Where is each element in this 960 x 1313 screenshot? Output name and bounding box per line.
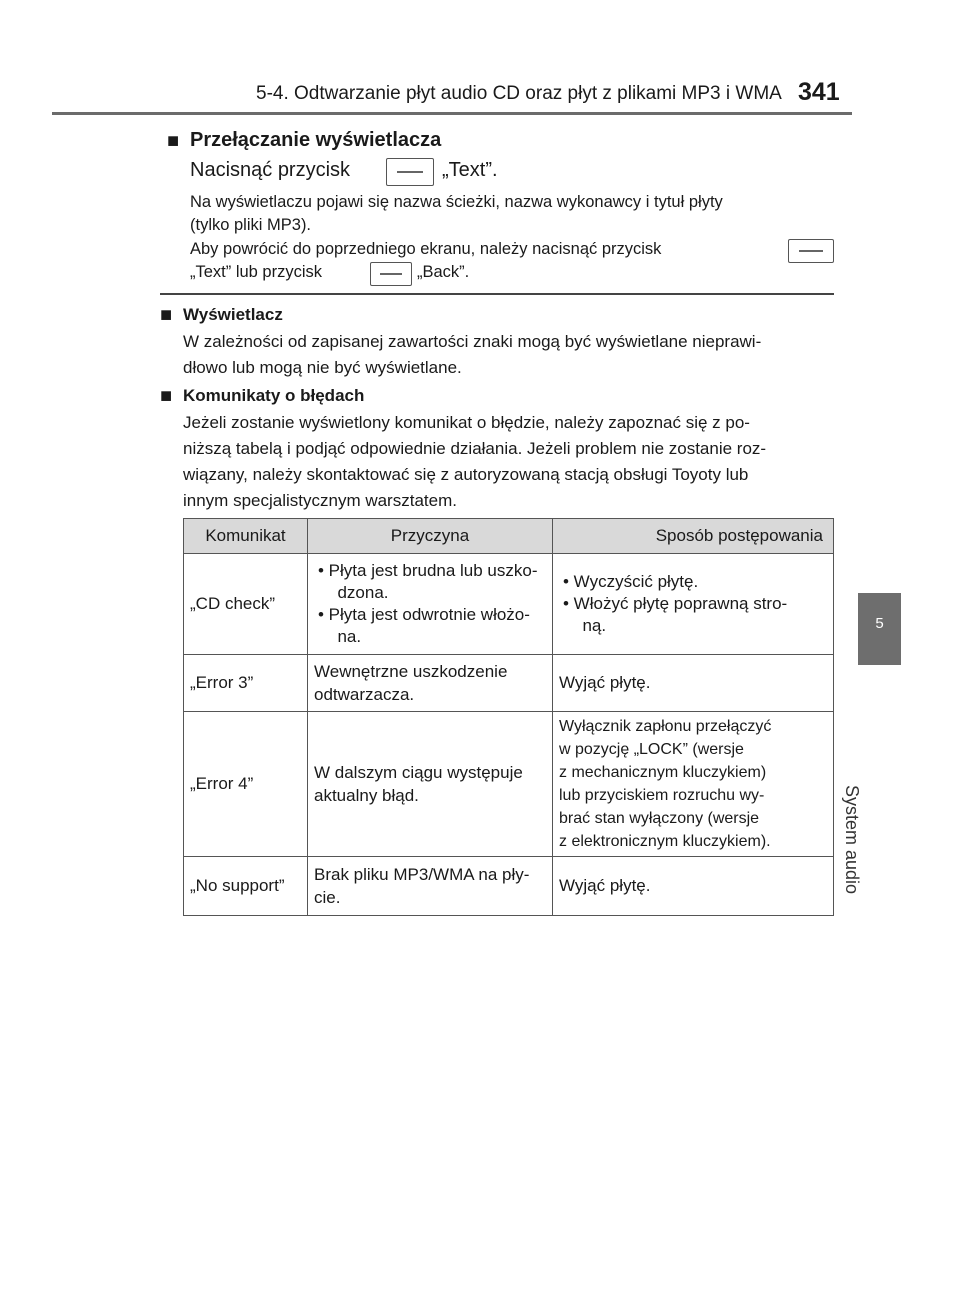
message-cell: „Error 4” bbox=[184, 712, 308, 857]
button-key-icon bbox=[788, 239, 834, 263]
column-header: Komunikat bbox=[184, 519, 308, 554]
action-item: • Wyczyścić płytę. bbox=[563, 572, 699, 591]
message-cell: „CD check” bbox=[184, 554, 308, 655]
note-line: Na wyświetlaczu pojawi się nazwa ścieżki, nazwa wykonawcy i tytuł płyty bbox=[190, 193, 723, 211]
chapter-tab-number: 5 bbox=[875, 615, 884, 632]
cause-cell bbox=[308, 655, 553, 712]
section-heading-display-toggle: Przełączanie wyświetlacza bbox=[190, 129, 442, 151]
action-text: z mechanicznym kluczykiem) bbox=[559, 764, 767, 781]
action-cell: Wyjąć płytę. bbox=[553, 655, 834, 712]
cause-cell bbox=[308, 712, 553, 857]
message-cell: „No support” bbox=[184, 857, 308, 916]
paragraph-line: innym specjalistycznym warsztatem. bbox=[183, 491, 457, 510]
cause-text: cie. bbox=[314, 888, 341, 907]
column-header: Sposób postępowania bbox=[553, 519, 834, 554]
message-cell: „Error 3” bbox=[184, 655, 308, 712]
action-text: lub przyciskiem rozruchu wy- bbox=[559, 787, 765, 804]
note-line: „Text” lub przycisk bbox=[190, 263, 323, 281]
cause-text: W dalszym ciągu występuje bbox=[314, 763, 523, 782]
section-heading-errors: Komunikaty o błędach bbox=[183, 386, 365, 405]
action-text: Wyłącznik zapłonu przełączyć bbox=[559, 718, 772, 735]
cause-cell bbox=[308, 554, 553, 655]
instruction-text: Nacisnąć przycisk bbox=[190, 159, 351, 181]
action-cell: Wyjąć płytę. bbox=[553, 857, 834, 916]
section-divider bbox=[160, 293, 834, 295]
paragraph-line: niższą tabelą i podjąć odpowiednie działania. Jeżeli problem nie zostanie roz- bbox=[183, 439, 767, 458]
cause-text: Brak pliku MP3/WMA na pły- bbox=[314, 865, 530, 884]
cause-text: aktualny błąd. bbox=[314, 786, 419, 805]
page-number: 341 bbox=[798, 78, 840, 106]
paragraph-line: wiązany, należy skontaktować się z autoryzowaną stacją obsługi Toyoty lub bbox=[183, 465, 749, 484]
chapter-tab-label: System audio bbox=[842, 785, 862, 895]
table-row bbox=[184, 857, 834, 916]
header-divider bbox=[52, 112, 852, 115]
cause-text: odtwarzacza. bbox=[314, 685, 415, 704]
paragraph-line: dłowo lub mogą nie być wyświetlane. bbox=[183, 358, 462, 377]
action-cell bbox=[553, 554, 834, 655]
note-line: Aby powrócić do poprzedniego ekranu, należy nacisnąć przycisk bbox=[190, 240, 662, 258]
running-header: 5-4. Odtwarzanie płyt audio CD oraz płyt z plikami MP3 i WMA bbox=[256, 83, 782, 104]
action-cell bbox=[553, 712, 834, 857]
note-line: „Back”. bbox=[417, 263, 470, 281]
action-text: w pozycję „LOCK” (wersje bbox=[559, 741, 744, 758]
action-item: • Włożyć płytę poprawną stro- ną. bbox=[563, 594, 788, 635]
section-bullet: ■ bbox=[167, 130, 180, 152]
table-row bbox=[184, 712, 834, 857]
action-text: brać stan wyłączony (wersje bbox=[559, 810, 760, 827]
section-bullet: ■ bbox=[160, 385, 173, 407]
paragraph-line: W zależności od zapisanej zawartości znaki mogą być wyświetlane nieprawi- bbox=[183, 332, 762, 351]
instruction-text-suffix: „Text”. bbox=[442, 159, 498, 181]
column-header: Przyczyna bbox=[308, 519, 553, 554]
button-key-icon bbox=[386, 158, 434, 186]
note-line: (tylko pliki MP3). bbox=[190, 216, 312, 234]
table-row bbox=[184, 655, 834, 712]
cause-item: • Płyta jest brudna lub uszko- dzona. bbox=[318, 561, 538, 602]
error-message-table bbox=[183, 518, 834, 916]
button-key-icon bbox=[370, 262, 412, 286]
section-bullet: ■ bbox=[160, 304, 173, 326]
action-text: z elektronicznym kluczykiem). bbox=[559, 833, 771, 850]
cause-cell bbox=[308, 857, 553, 916]
table-header-row bbox=[184, 519, 834, 554]
cause-text: Wewnętrzne uszkodzenie bbox=[314, 662, 508, 681]
section-heading-display: Wyświetlacz bbox=[183, 305, 283, 324]
table-row bbox=[184, 554, 834, 655]
chapter-tab bbox=[858, 593, 901, 665]
paragraph-line: Jeżeli zostanie wyświetlony komunikat o błędzie, należy zapoznać się z po- bbox=[183, 413, 750, 432]
cause-item: • Płyta jest odwrotnie włożo- na. bbox=[318, 605, 530, 646]
